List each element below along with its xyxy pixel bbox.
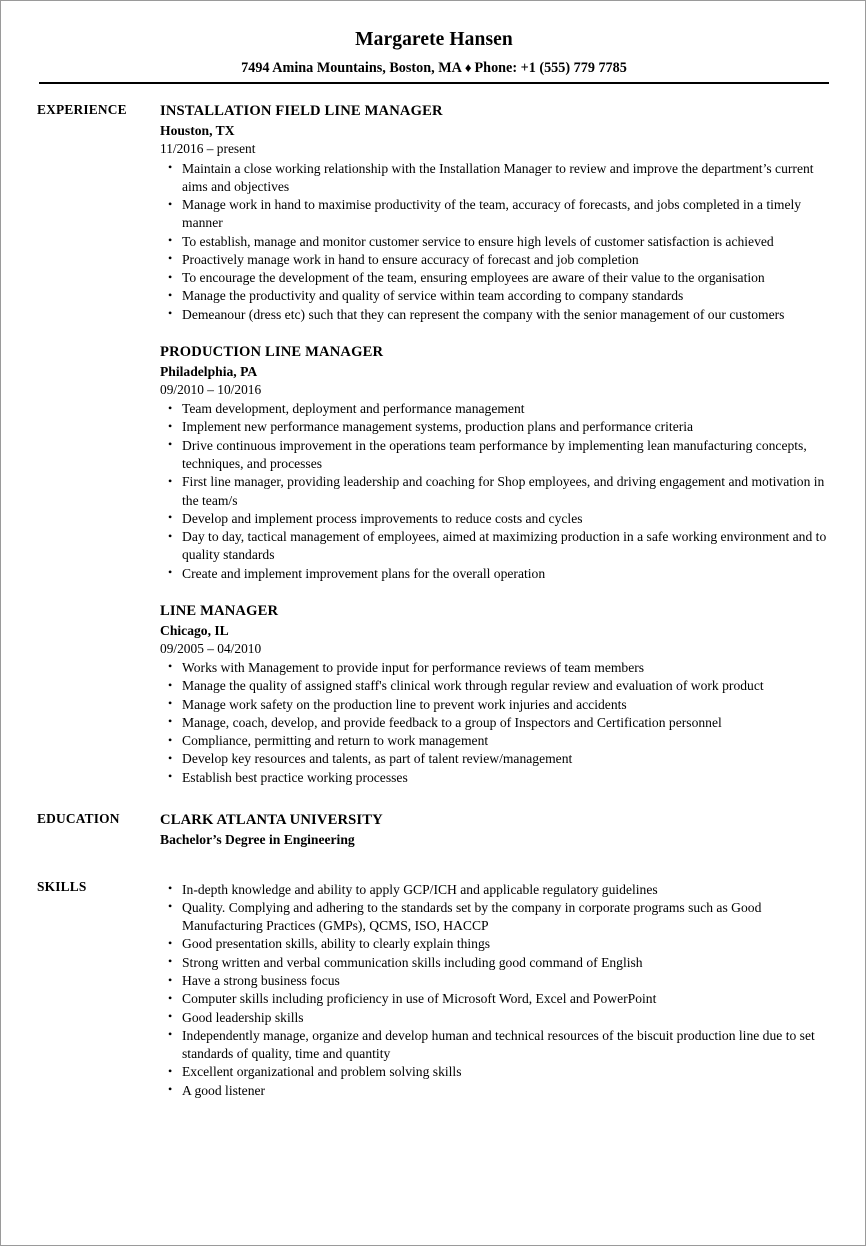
job-dates: 09/2010 – 10/2016 [160, 381, 262, 397]
list-item: • Manage, coach, develop, and provide feedback to a group of Inspectors and Certification personnel [160, 714, 831, 732]
list-item: • To encourage the development of the team, ensuring employees are aware of their value to the organisation [160, 269, 831, 287]
list-item: • Implement new performance management systems, production plans and performance criteria [160, 418, 831, 436]
list-item: • Computer skills including proficiency in use of Microsoft Word, Excel and PowerPoint [160, 990, 831, 1008]
experience-entries [160, 102, 831, 787]
list-item: • Develop key resources and talents, as part of talent review/management [160, 750, 831, 768]
section-label-experience: EXPERIENCE [37, 102, 127, 118]
section-education [37, 811, 831, 849]
list-item: • Create and implement improvement plans for the overall operation [160, 565, 831, 583]
header-divider [39, 82, 829, 84]
resume-header [37, 29, 831, 84]
list-item: • Manage work safety on the production line to prevent work injuries and accidents [160, 696, 831, 714]
job-entry [160, 102, 831, 324]
list-item: • Excellent organizational and problem solving skills [160, 1063, 831, 1081]
contact-address: 7494 Amina Mountains, Boston, MA [241, 60, 462, 77]
job-title: LINE MANAGER [160, 602, 279, 619]
skills-entries [160, 879, 831, 1100]
list-item: • Strong written and verbal communication skills including good command of English [160, 954, 831, 972]
page-title: Margarete Hansen [355, 29, 513, 50]
list-item: • Compliance, permitting and return to work management [160, 732, 831, 750]
job-entry [160, 343, 831, 583]
list-item: • Maintain a close working relationship with the Installation Manager to review and improve the department’s current aims and objectives [160, 160, 831, 197]
list-item: • Drive continuous improvement in the operations team performance by implementing lean manufacturing concepts, techniques, and processes [160, 437, 831, 474]
list-item: • Manage the quality of assigned staff's clinical work through regular review and evaluation of work product [160, 677, 831, 695]
job-responsibilities [160, 160, 831, 325]
job-location: Philadelphia, PA [160, 364, 258, 380]
list-item: • Independently manage, organize and develop human and technical resources of the biscuit production line due to set standards of quality, time and quantity [160, 1027, 831, 1064]
list-item: • Manage the productivity and quality of service within team according to company standards [160, 287, 831, 305]
list-item: • Manage work in hand to maximise productivity of the team, accuracy of forecasts, and jobs completed in a timely manner [160, 196, 831, 233]
list-item: • Quality. Complying and adhering to the standards set by the company in corporate programs such as Good Manufacturing Practices (GMPs), QCMS, ISO, HACCP [160, 899, 831, 936]
resume-sheet [1, 1, 865, 1245]
skills-list [160, 881, 831, 1100]
list-item: • Good leadership skills [160, 1009, 831, 1027]
section-label-skills: SKILLS [37, 878, 87, 894]
list-item: • A good listener [160, 1082, 831, 1100]
section-skills [37, 879, 831, 1100]
list-item: • Works with Management to provide input for performance reviews of team members [160, 659, 831, 677]
list-item: • Establish best practice working processes [160, 769, 831, 787]
job-location: Chicago, IL [160, 622, 229, 638]
education-entry [160, 811, 831, 849]
list-item: • Team development, deployment and performance management [160, 400, 831, 418]
list-item: • To establish, manage and monitor customer service to ensure high levels of customer satisfaction is achieved [160, 233, 831, 251]
section-experience [37, 102, 831, 787]
list-item: • Develop and implement process improvements to reduce costs and cycles [160, 510, 831, 528]
list-item: • Have a strong business focus [160, 972, 831, 990]
list-item: • Demeanour (dress etc) such that they can represent the company with the senior management of our customers [160, 306, 831, 324]
list-item: • Good presentation skills, ability to clearly explain things [160, 935, 831, 953]
list-item: • Day to day, tactical management of employees, aimed at maximizing production in a safe working environment and to quality standards [160, 528, 831, 565]
job-title: INSTALLATION FIELD LINE MANAGER [160, 103, 443, 120]
contact-phone: Phone: +1 (555) 779 7785 [474, 60, 627, 77]
list-item: • Proactively manage work in hand to ensure accuracy of forecast and job completion [160, 251, 831, 269]
job-entry [160, 602, 831, 787]
education-entries [160, 811, 831, 849]
education-degree: Bachelor’s Degree in Engineering [160, 831, 355, 847]
job-responsibilities [160, 400, 831, 583]
education-school: CLARK ATLANTA UNIVERSITY [160, 811, 383, 828]
job-dates: 11/2016 – present [160, 141, 256, 157]
job-responsibilities [160, 659, 831, 787]
list-item: • First line manager, providing leadership and coaching for Shop employees, and driving engagement and motivation in the team/s [160, 473, 831, 510]
job-title: PRODUCTION LINE MANAGER [160, 344, 384, 361]
job-dates: 09/2005 – 04/2010 [160, 640, 262, 656]
list-item: • In-depth knowledge and ability to apply GCP/ICH and applicable regulatory guidelines [160, 881, 831, 899]
section-label-education: EDUCATION [37, 810, 120, 826]
contact-line [37, 60, 831, 77]
job-location: Houston, TX [160, 123, 235, 139]
diamond-separator-icon: ♦ [464, 60, 472, 76]
